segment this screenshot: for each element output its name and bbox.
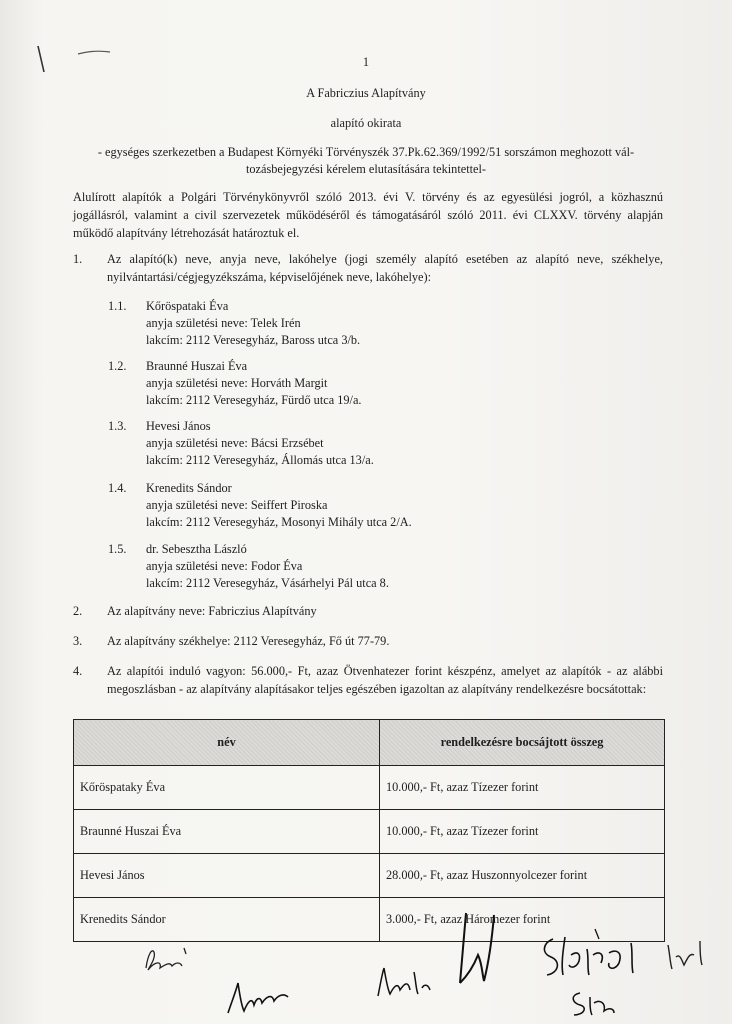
section-4-text: Az alapítói induló vagyon: 56.000,- Ft, azaz Ötvenhatezer forint készpénz, amelyet az alapítók - az alábbi megoszlásban - az alapítvány alapításakor teljes egészében igazoltan az alapítvány rendelkezésre bocsátottak: <box>107 664 663 696</box>
founder-number: 1.5. <box>108 542 127 556</box>
note-line-1: - egységes szerkezetben a Budapest Környéki Törvényszék 37.Pk.62.369/1992/51 sorszámon meghozott vál- <box>97 145 635 159</box>
signature-hmdi <box>372 962 442 1002</box>
founder-mother: anyja születési neve: Fodor Éva <box>146 559 303 573</box>
founder-number: 1.1. <box>108 299 127 313</box>
section-1-number: 1. <box>73 252 83 266</box>
cell-name: Braunné Huszai Éva <box>74 810 380 854</box>
document-subtitle: alapító okirata <box>330 116 402 130</box>
contribution-table <box>73 719 665 942</box>
table-header-row <box>74 720 665 766</box>
founder-mother: anyja születési neve: Telek Irén <box>146 316 301 330</box>
cell-amount: 28.000,- Ft, azaz Huszonnyolcezer forint <box>380 854 665 898</box>
founder-name: Hevesi János <box>146 419 211 433</box>
cell-name: Hevesi János <box>74 854 380 898</box>
cell-amount: 10.000,- Ft, azaz Tízezer forint <box>380 766 665 810</box>
signature-hmfr <box>222 975 302 1020</box>
founder-number: 1.2. <box>108 359 127 373</box>
founder-mother: anyja születési neve: Horváth Margit <box>146 376 328 390</box>
section-2-text: Az alapítvány neve: Fabriczius Alapítvány <box>107 604 317 618</box>
founder-address: lakcím: 2112 Veresegyház, Baross utca 3/b. <box>146 333 361 347</box>
signature-sr <box>560 985 620 1020</box>
table-row <box>74 854 665 898</box>
column-header-name: név <box>74 720 380 766</box>
section-4-number: 4. <box>73 664 83 678</box>
page-number: 1 <box>362 55 370 69</box>
section-2-number: 2. <box>73 604 83 618</box>
column-header-amount: rendelkezésre bocsájtott összeg <box>380 720 665 766</box>
founder-address: lakcím: 2112 Veresegyház, Állomás utca 13/a. <box>146 453 374 467</box>
table-row <box>74 766 665 810</box>
founder-address: lakcím: 2112 Veresegyház, Vásárhelyi Pál utca 8. <box>146 576 389 590</box>
founder-address: lakcím: 2112 Veresegyház, Mosonyi Mihály utca 2/A. <box>146 515 412 529</box>
founder-name: Krenedits Sándor <box>146 481 232 495</box>
section-3-text: Az alapítvány székhelye: 2112 Veresegyház, Fő út 77-79. <box>107 634 390 648</box>
document-title: A Fabriczius Alapítvány <box>306 86 426 100</box>
founder-address: lakcím: 2112 Veresegyház, Fürdő utca 19/a. <box>146 393 362 407</box>
signature-bne <box>140 940 200 980</box>
signature-slebe <box>535 925 645 985</box>
cell-amount: 3.000,- Ft, azaz Háromezer forint <box>380 898 665 942</box>
cell-name: Kőröspataky Éva <box>74 766 380 810</box>
table-row <box>74 810 665 854</box>
founder-mother: anyja születési neve: Seiffert Piroska <box>146 498 328 512</box>
founder-name: Braunné Huszai Éva <box>146 359 248 373</box>
founder-number: 1.4. <box>108 481 127 495</box>
signature-large-h <box>448 905 518 990</box>
founder-name: Kőröspataki Éva <box>146 299 229 313</box>
section-3-number: 3. <box>73 634 83 648</box>
founder-number: 1.3. <box>108 419 127 433</box>
founder-mother: anyja születési neve: Bácsi Erzsébet <box>146 436 324 450</box>
section-1-text: Az alapító(k) neve, anyja neve, lakóhelye (jogi személy alapító esetében az alapító neve, székhelye, nyilvántartási/cégjegyzékszáma, képviselőjének neve, lakóhelye): <box>107 252 663 284</box>
signature-lvi <box>660 935 710 975</box>
cell-amount: 10.000,- Ft, azaz Tízezer forint <box>380 810 665 854</box>
note-line-2: tozásbejegyzési kérelem elutasítására tekintettel- <box>245 162 487 176</box>
founder-name: dr. Sebesztha László <box>146 542 247 556</box>
cell-name: Krenedits Sándor <box>74 898 380 942</box>
intro-paragraph: Alulírott alapítók a Polgári Törvénykönyvről szóló 2013. évi V. törvény és az egyesülési jogról, a közhasznú jogállásról, valamint a civil szervezetek működéséről és támogatásáról szóló 2011. évi CLXXV. törvény alapján működő alapítvány létrehozását határoztuk el. <box>73 190 663 240</box>
